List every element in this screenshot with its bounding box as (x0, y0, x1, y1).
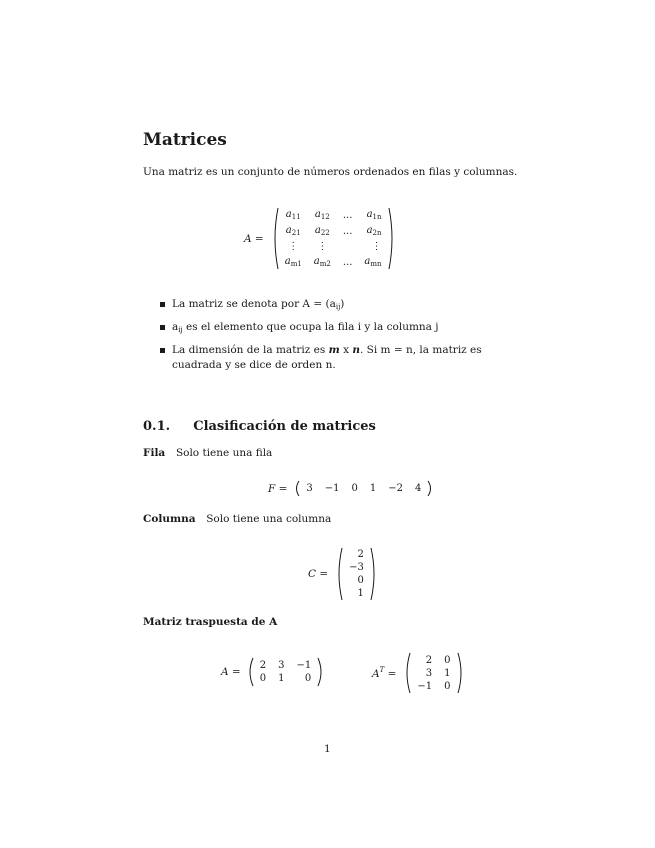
matrix-cell: −2 (388, 483, 404, 494)
matrix-row (279, 239, 388, 254)
bullet-text-2: $a_{ij}$ es el elemento que ocupa la fila i y la columna j (172, 321, 439, 334)
matrix-a2-lhs: A = (221, 666, 241, 678)
matrix-cell: 0 (351, 483, 358, 494)
matrix-row (411, 667, 456, 680)
matrix-cell: 1 (444, 667, 451, 679)
matrix-cell: ... (342, 256, 353, 268)
matrix-row (300, 482, 427, 495)
fila-text: Solo tiene una fila (175, 447, 273, 459)
matrix-cell: 0 (444, 654, 451, 666)
matrix-cell: 0 (259, 673, 267, 684)
bullet-icon (160, 348, 165, 353)
matrix-cell (337, 239, 359, 254)
matrix-row (343, 561, 370, 574)
matrix-cell: −1 (296, 660, 312, 671)
bullet-icon (160, 302, 165, 307)
matrix-cell: −3 (349, 562, 364, 573)
matrix-cell: −1 (417, 680, 433, 692)
matrix-cell: $a_{m1}$ (284, 256, 302, 268)
matrix-row (343, 587, 370, 600)
matrix-cell: $a_{m2}$ (313, 256, 331, 268)
matrix-cell: 4 (415, 483, 422, 494)
list-item (160, 320, 520, 338)
matrix-cell: 1 (369, 483, 377, 494)
matrix-row (279, 223, 388, 239)
matrix-cell: $a_{12}$ (314, 209, 330, 221)
matrix-cell: ... (342, 209, 353, 221)
bullet-text-3: La dimensión de la matriz es m x n. Si m = n, la matriz es cuadrada y se dice de orden n. (172, 344, 482, 371)
matrix-cell: 2 (425, 654, 433, 666)
matrix-a-table (254, 659, 318, 685)
page-title: Matrices (143, 130, 227, 150)
matrix-cell: $a_{1n}$ (366, 209, 382, 221)
right-paren (370, 547, 377, 601)
matrix-at-table (411, 654, 456, 693)
right-paren (388, 207, 395, 270)
matrix-cell: $a_{mn}$ (364, 256, 382, 268)
matrix-cell: 3 (278, 660, 285, 671)
matrix-at-lhs: $A^T$ = (372, 666, 397, 680)
matrix-cell: 3 (425, 667, 433, 679)
fila-paragraph (143, 447, 272, 459)
left-paren (247, 657, 254, 687)
right-paren (457, 652, 464, 694)
column-matrix-table (343, 548, 370, 600)
left-paren (336, 547, 343, 601)
matrix-cell: ⋮ (288, 241, 299, 252)
right-paren (427, 480, 434, 497)
right-paren (317, 657, 324, 687)
matrix-row (343, 548, 370, 561)
matrix-cell: ... (342, 225, 353, 237)
matrix-cell: 0 (304, 673, 312, 684)
page-number: 1 (324, 743, 331, 755)
left-paren (272, 207, 279, 270)
matrix-row (411, 654, 456, 667)
bullet-list (160, 297, 520, 373)
matrix-cell: −1 (324, 483, 340, 494)
matrix-cell: 1 (278, 673, 285, 684)
matrix-row (254, 659, 318, 672)
matrix-cell: 3 (306, 483, 313, 494)
matrix-cell: 0 (444, 680, 451, 692)
columna-label: Columna (143, 513, 196, 525)
matrix-cell: 2 (357, 549, 364, 560)
fila-label: Fila (143, 447, 166, 459)
left-paren (293, 480, 300, 497)
matrix-cell: $a_{2n}$ (366, 225, 382, 237)
matrix-f-lhs: F = (268, 482, 288, 495)
section-title: Clasificación de matrices (193, 419, 376, 434)
matrix-cell: ⋮ (317, 241, 328, 252)
matrix-row (411, 680, 456, 693)
matrix-row (279, 254, 388, 270)
left-paren (404, 652, 411, 694)
matrix-cell: 1 (357, 588, 364, 599)
matrix-row (254, 672, 318, 685)
list-item (160, 343, 520, 373)
column-matrix-c (308, 547, 377, 601)
intro-text: Una matriz es un conjunto de números ordenados en filas y columnas. (143, 166, 518, 178)
matrix-a-lhs: A = (244, 232, 264, 245)
matrix-cell: $a_{22}$ (314, 225, 330, 237)
matrix-cell: $a_{21}$ (285, 225, 301, 237)
list-item (160, 297, 520, 315)
row-matrix-table (300, 482, 427, 495)
matrix-c-lhs: C = (308, 568, 329, 580)
matrix-cell: $a_{11}$ (285, 209, 301, 221)
matrix-a-example (221, 657, 324, 687)
columna-paragraph (143, 513, 331, 525)
general-matrix-a (244, 207, 395, 270)
matrix-row (343, 574, 370, 587)
matrix-at-example (372, 652, 464, 694)
bullet-text-1: La matriz se denota por $A = (a_{ij})$ (172, 298, 345, 311)
matrix-row (279, 207, 388, 223)
section-number: 0.1. (143, 419, 171, 434)
columna-text: Solo tiene una columna (206, 513, 332, 525)
section-heading (143, 419, 376, 434)
general-matrix-a-table (279, 207, 388, 270)
matrix-cell: 2 (259, 660, 267, 671)
traspuesta-heading: Matriz traspuesta de A (143, 616, 278, 628)
matrix-cell: 0 (357, 575, 364, 586)
matrix-cell: ⋮ (371, 241, 382, 252)
row-matrix-f (268, 480, 434, 497)
bullet-icon (160, 325, 165, 330)
